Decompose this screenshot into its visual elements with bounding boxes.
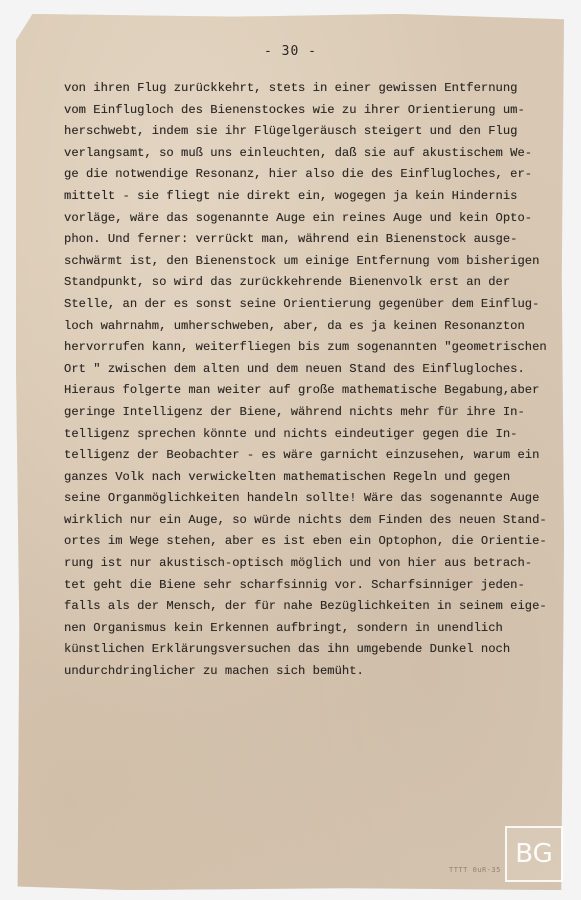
text-line: künstlichen Erklärungsversuchen das ihn umgebende Dunkel noch	[64, 642, 511, 657]
text-line: schwärmt ist, den Bienenstock um einige Entfernung vom bisherigen	[64, 253, 540, 268]
text-line: ortes im Wege stehen, aber es ist eben ein Optophon, die Orientie-	[64, 534, 547, 549]
text-line: herschwebt, indem sie ihr Flügelgeräusch steigert und den Flug	[64, 124, 518, 139]
text-line: seine Organmöglichkeiten handeln sollte! Wäre das sogenannte Auge	[64, 491, 540, 506]
text-line: Stelle, an der es sonst seine Orientierung gegenüber dem Einflug-	[64, 296, 540, 311]
text-line: ge die notwendige Resonanz, hier also die des Einflugloches, er-	[64, 167, 533, 182]
text-line: Hieraus folgerte man weiter auf große mathematische Begabung,aber	[64, 383, 540, 398]
text-line: geringe Intelligenz der Biene, während nichts mehr für ihre In-	[64, 404, 525, 419]
archive-stamp: TTTT 0uR-35	[449, 866, 501, 874]
text-line: von ihren Flug zurückkehrt, stets in einer gewissen Entfernung	[64, 81, 518, 95]
text-line: nen Organismus kein Erkennen aufbringt, sondern in unendlich	[64, 620, 503, 635]
text-line: ganzes Volk nach verwickelten mathematischen Regeln und gegen	[64, 469, 511, 484]
text-line: mittelt - sie fliegt nie direkt ein, wogegen ja kein Hindernis	[64, 188, 518, 203]
text-line: falls als der Mensch, der für nahe Bezüglichkeiten in seinem eige-	[64, 599, 547, 614]
text-line: vorläge, wäre das sogenannte Auge ein reines Auge und kein Opto-	[64, 210, 533, 225]
text-line: wirklich nur ein Auge, so würde nichts dem Finden des neuen Stand-	[64, 512, 547, 527]
page-number: - 30 -	[264, 44, 317, 59]
text-line: rung ist nur akustisch-optisch möglich und von hier aus betrach-	[64, 556, 533, 571]
watermark-text: BG	[515, 839, 553, 869]
bg-watermark-logo	[505, 826, 563, 882]
text-line: undurchdringlicher zu machen sich bemüht.	[64, 664, 364, 679]
text-line: Ort " zwischen dem alten und dem neuen Stand des Einflugloches.	[64, 361, 525, 376]
text-line: tet geht die Biene sehr scharfsinnig vor. Scharfsinniger jeden-	[64, 577, 525, 592]
text-line: verlangsamt, so muß uns einleuchten, daß sie auf akustischem We-	[64, 145, 533, 160]
text-line: phon. Und ferner: verrückt man, während ein Bienenstock ausge-	[64, 232, 518, 247]
text-line: telligenz der Beobachter - es wäre garnicht einzusehen, warum ein	[64, 448, 540, 463]
text-line: vom Einflugloch des Bienenstockes wie zu ihrer Orientierung um-	[64, 102, 525, 117]
text-line: telligenz sprechen könnte und nichts eindeutiger gegen die In-	[64, 426, 518, 441]
typed-text-body	[64, 78, 569, 683]
text-line: loch wahrnahm, umherschweben, aber, da es ja keinen Resonanzton	[64, 318, 525, 333]
text-line: Standpunkt, so wird das zurückkehrende Bienenvolk erst an der	[64, 275, 511, 290]
text-line: hervorrufen kann, weiterfliegen bis zum sogenannten "geometrischen	[64, 340, 547, 355]
